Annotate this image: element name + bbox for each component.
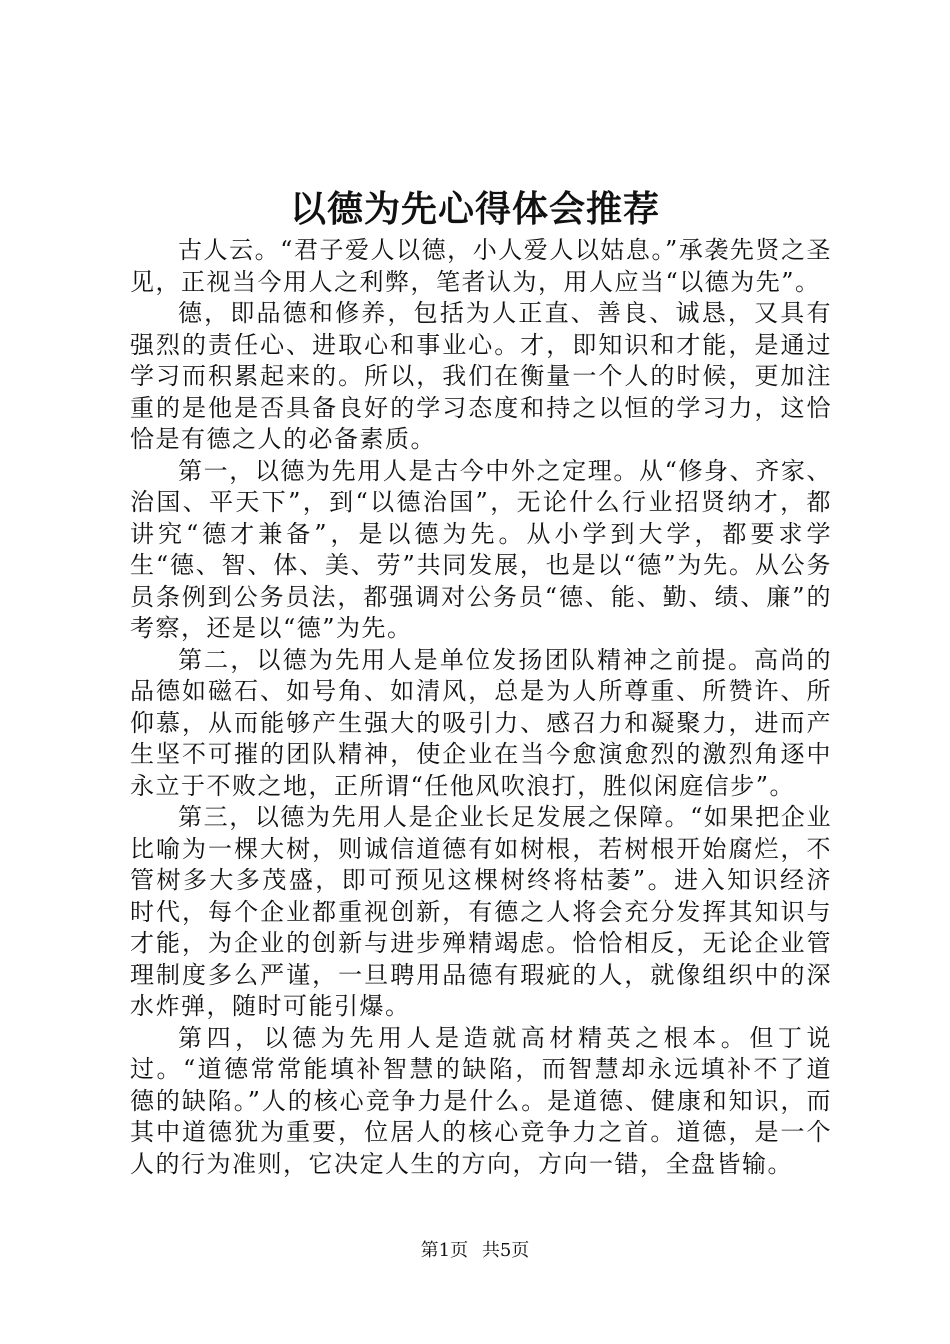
paragraph: 第二，以德为先用人是单位发扬团队精神之前提。高尚的品德如磁石、如号角、如清风，总是为人所尊重、所赞许、所仰慕，从而能够产生强大的吸引力、感召力和凝聚力，进而产生坚不可摧的团队精神，使企业在当今愈演愈烈的激烈角逐中永立于不败之地，正所谓“任他风吹浪打，胜似闲庭信步”。 xyxy=(130,645,832,800)
paragraph: 第三，以德为先用人是企业长足发展之保障。“如果把企业比喻为一棵大树，则诚信道德有如树根，若树根开始腐烂，不管树多大多茂盛，即可预见这棵树终将枯萎”。进入知识经济时代，每个企业都重视创新，有德之人将会充分发挥其知识与才能，为企业的创新与进步殚精竭虑。恰恰相反，无论企业管理制度多么严谨，一旦聘用品德有瑕疵的人，就像组织中的深水炸弹，随时可能引爆。 xyxy=(130,803,832,1020)
paragraph: 第四，以德为先用人是造就高材精英之根本。但丁说过。“道德常常能填补智慧的缺陷，而智慧却永远填补不了道德的缺陷。”人的核心竞争力是什么。是道德、健康和知识，而其中道德犹为重要，位居人的核心竞争力之首。道德，是一个人的行为准则，它决定人生的方向，方向一错，全盘皆输。 xyxy=(130,1023,832,1178)
paragraph: 德，即品德和修养，包括为人正直、善良、诚恳，又具有强烈的责任心、进取心和事业心。才，即知识和才能，是通过学习而积累起来的。所以，我们在衡量一个人的时候，更加注重的是他是否具备良好的学习态度和持之以恒的学习力，这恰恰是有德之人的必备素质。 xyxy=(130,299,832,453)
paragraph: 第一，以德为先用人是古今中外之定理。从“修身、齐家、治国、平天下”，到“以德治国”，无论什么行业招贤纳才，都讲究“德才兼备”，是以德为先。从小学到大学，都要求学生“德、智、体、美、劳”共同发展，也是以“德”为先。从公务员条例到公务员法，都强调对公务员“德、能、勤、绩、廉”的考察，还是以“德”为先。 xyxy=(130,456,832,642)
document-title: 以德为先心得体会推荐 xyxy=(289,188,660,230)
page-footer xyxy=(0,1240,950,1262)
page-number-total: 共5页 xyxy=(481,1240,530,1261)
paragraph: 古人云。“君子爱人以德，小人爱人以姑息。”承袭先贤之圣见，正视当今用人之利弊，笔者认为，用人应当“以德为先”。 xyxy=(130,236,832,296)
page-number-current: 第1页 xyxy=(420,1240,469,1261)
document-body xyxy=(130,235,832,1180)
